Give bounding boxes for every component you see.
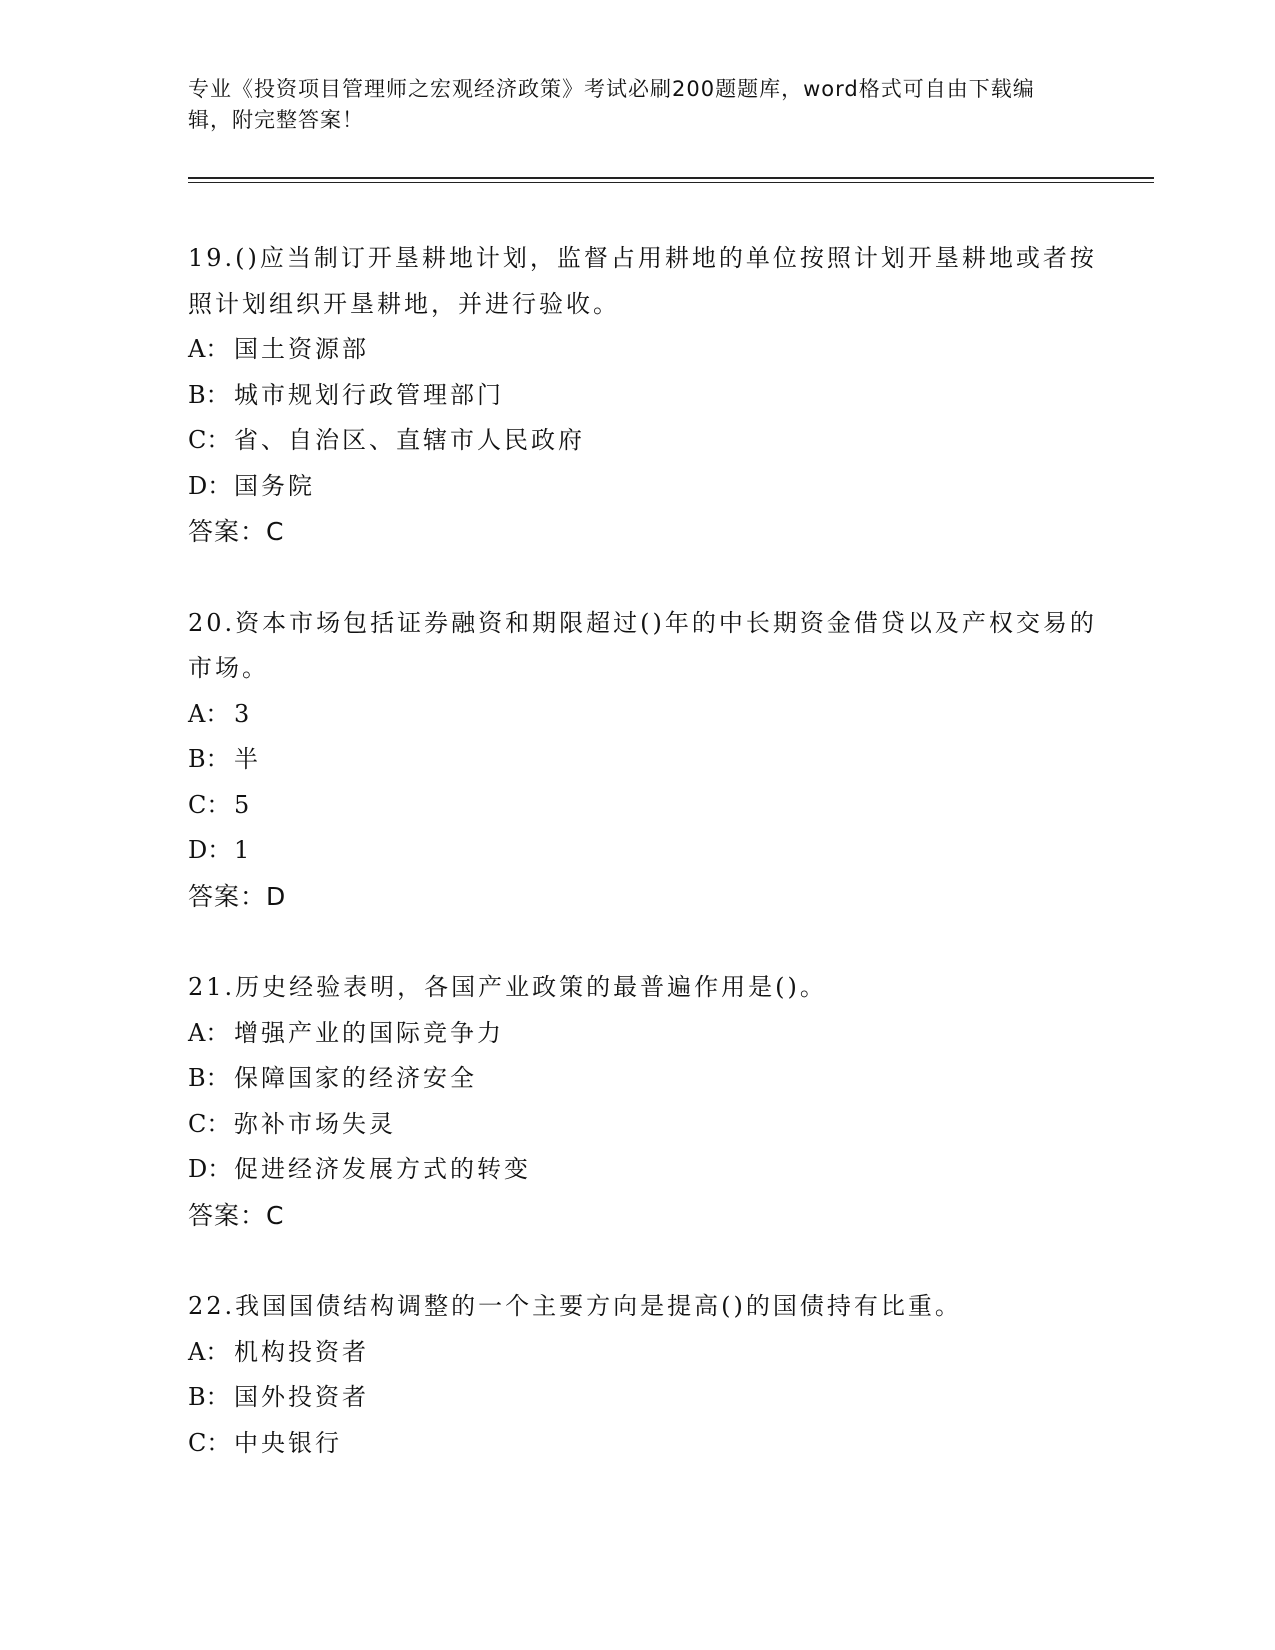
- option-label: B：: [188, 1383, 230, 1411]
- option-text: 5: [234, 790, 253, 819]
- option-text: 国外投资者: [234, 1383, 369, 1411]
- option-text: 保障国家的经济安全: [234, 1064, 477, 1092]
- option-text: 中央银行: [234, 1428, 342, 1457]
- option-text: 增强产业的国际竞争力: [234, 1018, 504, 1047]
- option-a: [188, 1330, 1108, 1376]
- option-d: [188, 828, 1108, 874]
- option-text: 促进经济发展方式的转变: [234, 1155, 531, 1183]
- option-label: B：: [188, 1064, 230, 1092]
- option-text: 机构投资者: [234, 1337, 369, 1366]
- option-d: [188, 464, 1108, 510]
- option-c: [188, 418, 1108, 464]
- option-label: A：: [188, 1337, 230, 1366]
- option-label: D：: [188, 836, 232, 864]
- option-b: [188, 1056, 1108, 1102]
- option-a: [188, 692, 1108, 738]
- option-text: 3: [234, 699, 253, 728]
- option-text: 国务院: [234, 471, 315, 500]
- option-label: C：: [188, 790, 231, 819]
- question-stem: 20.资本市场包括证券融资和期限超过()年的中长期资金借贷以及产权交易的市场。: [188, 608, 1097, 682]
- option-label: C：: [188, 1109, 231, 1138]
- answer-line: 答案：C: [188, 517, 285, 546]
- header-rule-thin: [188, 182, 1154, 183]
- answer-line: 答案：C: [188, 1200, 285, 1230]
- option-text: 省、自治区、直辖市人民政府: [234, 426, 585, 454]
- option-text: 国土资源部: [234, 335, 369, 363]
- option-b: [188, 373, 1108, 419]
- option-label: A：: [188, 335, 230, 363]
- option-label: B：: [188, 380, 230, 409]
- question-stem: 22.我国国债结构调整的一个主要方向是提高()的国债持有比重。: [188, 1292, 962, 1320]
- option-d: [188, 1147, 1108, 1193]
- option-a: [188, 1011, 1108, 1057]
- question-20: [188, 601, 1108, 920]
- option-label: B：: [188, 745, 230, 773]
- option-label: C：: [188, 1428, 231, 1457]
- option-a: [188, 327, 1108, 373]
- option-label: C：: [188, 426, 231, 454]
- option-label: D：: [188, 1155, 232, 1183]
- option-text: 弥补市场失灵: [234, 1109, 396, 1138]
- header-rule-thick: [188, 177, 1154, 179]
- option-c: [188, 1102, 1108, 1148]
- document-header: 专业《投资项目管理师之宏观经济政策》考试必刷200题题库，word格式可自由下载编辑，附完整答案！: [188, 77, 1035, 132]
- option-b: [188, 737, 1108, 783]
- answer-line: 答案：D: [188, 881, 287, 911]
- option-text: 半: [234, 745, 261, 773]
- question-list: [188, 236, 1108, 1512]
- option-text: 1: [234, 836, 253, 864]
- option-label: D：: [188, 471, 232, 500]
- option-label: A：: [188, 699, 230, 728]
- option-label: A：: [188, 1018, 230, 1047]
- question-19: [188, 236, 1108, 555]
- option-c: [188, 1421, 1108, 1467]
- question-stem: 19.()应当制订开垦耕地计划，监督占用耕地的单位按照计划开垦耕地或者按照计划组织开垦耕地，并进行验收。: [188, 244, 1097, 318]
- option-text: 城市规划行政管理部门: [234, 380, 504, 409]
- question-stem: 21.历史经验表明，各国产业政策的最普遍作用是()。: [188, 973, 827, 1001]
- question-21: [188, 965, 1108, 1238]
- option-b: [188, 1375, 1108, 1421]
- question-22: [188, 1284, 1108, 1466]
- option-c: [188, 783, 1108, 829]
